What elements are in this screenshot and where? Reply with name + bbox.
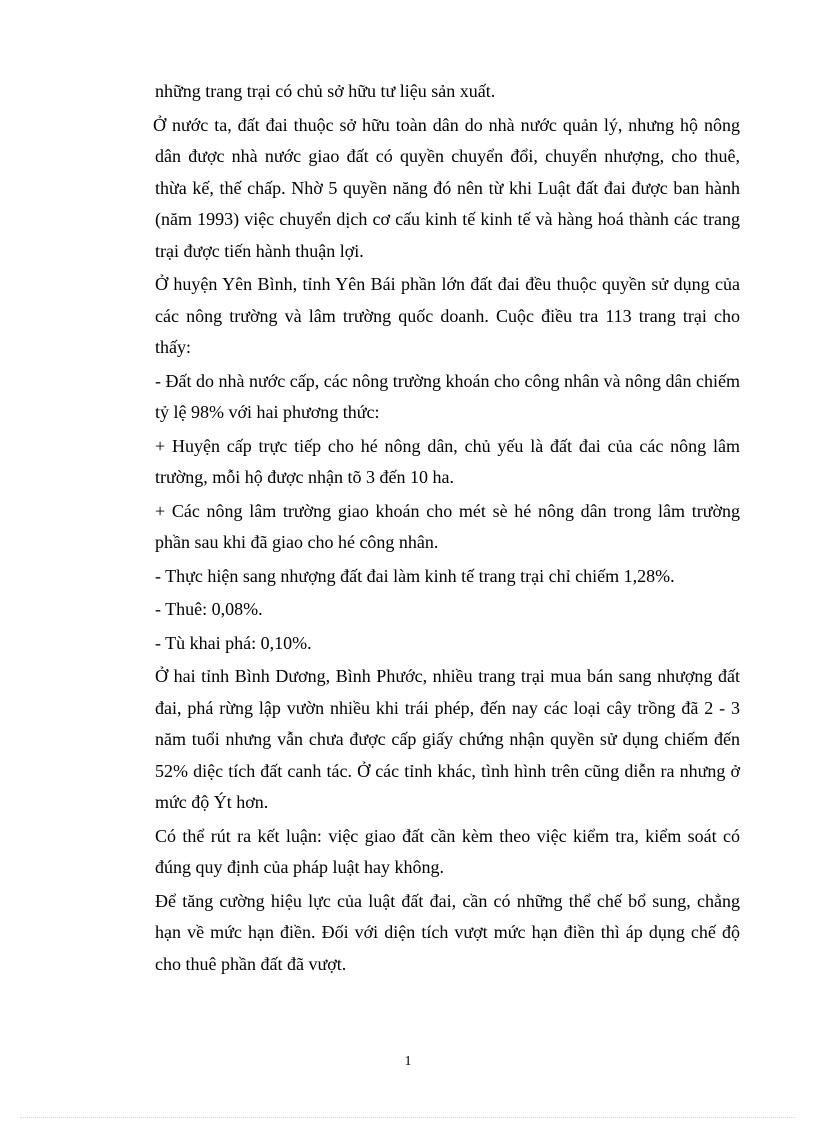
paragraph-rent-share: - Thuê: 0,08%. [155,599,263,619]
paragraph-binh-duong-binh-phuoc: Ở hai tỉnh Bình Dương, Bình Phước, nhiều trang trại mua bán sang nhượng đất đai, phá rừng lập vườn nhiều khi trái phép, đến nay các loại cây trồng đã 2 - 3 năm tuổi nhưng vẫn chưa được cấp giấy chứng nhận quyền sử dụng chiếm đến 52% diệc tích đất canh tác. Ở các tỉnh khác, tình hình trên cũng diễn ra nhưng ở mức độ Ýt hơn. [155,666,740,812]
paragraph-reclaim-share: - Tù khai phá: 0,10%. [155,632,312,653]
paragraph-district-direct: + Huyện cấp trực tiếp cho hé nông dân, chủ yếu là đất đai của các nông lâm trường, mỗi hộ được nhận tõ 3 đến 10 ha. [155,435,740,487]
paragraph-land-ownership: Ở nước ta, đất đai thuộc sở hữu toàn dân do nhà nước quản lý, nhưng hộ nông dân được nhà nước giao đất có quyền chuyển đổi, chuyển nhượng, cho thuê, thừa kế, thế chấp. Nhờ 5 quyền năng đó nên từ khi Luật đất đai được ban hành (năm 1993) việc chuyển dịch cơ cấu kinh tế kinh tế và hàng hoá thành các trang trại được tiến hành thuận lợi. [153,114,740,261]
paragraph-transfer-share: - Thực hiện sang nhượng đất đai làm kinh tế trang trại chỉ chiếm 1,28%. [155,565,675,586]
paragraph-land-law-recommendation: Để tăng cường hiệu lực của luật đất đai, cần có những thể chế bổ sung, chẳng hạn về mức hạn điền. Đối với diện tích vượt mức hạn điền thì áp dụng chế độ cho thuê phần đất đã vượt. [155,890,740,974]
paragraph-conclusion: Có thể rút ra kết luận: việc giao đất cần kèm theo việc kiểm tra, kiểm soát có đúng quy định của pháp luật hay không. [155,825,740,877]
page-bottom-border [20,1117,796,1118]
paragraph-yen-binh: Ở huyện Yên Bình, tỉnh Yên Bái phần lớn đất đai đều thuộc quyền sử dụng của các nông trường và lâm trường quốc doanh. Cuộc điều tra 113 trang trại cho thấy: [155,274,740,357]
paragraph-farm-contract: + Các nông lâm trường giao khoán cho mét sè hé nông dân trong lâm trường phần sau khi đã giao cho hé công nhân. [155,500,740,552]
page-number: 1 [404,1054,412,1069]
paragraph-continuation: những trang trại có chủ sở hữu tư liệu sản xuất. [155,81,496,101]
document-body [155,76,740,982]
paragraph-state-allocation: - Đất do nhà nước cấp, các nông trường khoán cho công nhân và nông dân chiếm tỷ lệ 98% với hai phương thức: [155,370,740,422]
